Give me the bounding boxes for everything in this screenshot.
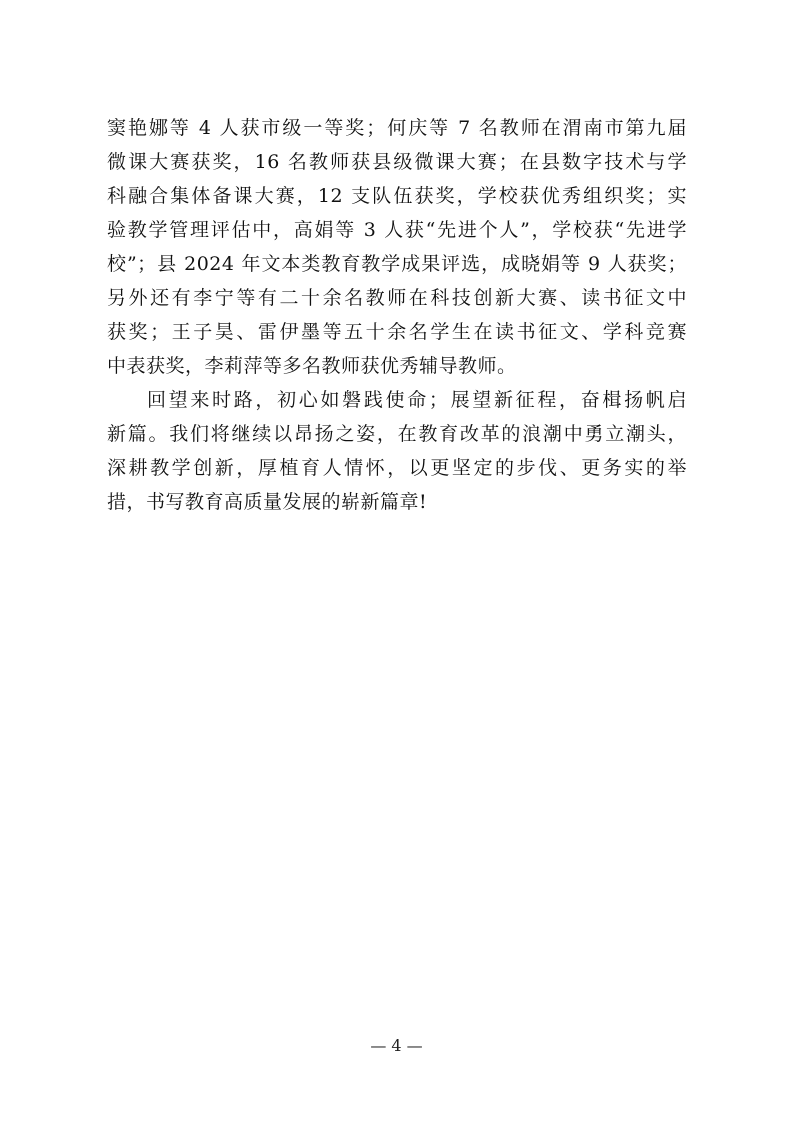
paragraph-line: 窦艳娜等 4 人获市级一等奖；何庆等 7 名教师在渭南市第九届	[107, 117, 687, 139]
page-number: — 4 —	[370, 1036, 423, 1055]
body-text	[107, 111, 687, 519]
paragraph-conclusion	[107, 383, 687, 519]
paragraph-line: 获奖；王子昊、雷伊墨等五十余名学生在读书征文、学科竞赛	[107, 321, 687, 343]
paragraph-line: 另外还有李宁等有二十余名教师在科技创新大赛、读书征文中	[107, 287, 687, 309]
paragraph-line: 措，书写教育高质量发展的崭新篇章!	[107, 491, 428, 513]
paragraph-line: 校”；县 2024 年文本类教育教学成果评选，成晓娟等 9 人获奖；	[107, 253, 687, 275]
paragraph-line: 回望来时路，初心如磐践使命；展望新征程，奋楫扬帆启	[147, 389, 687, 411]
paragraph-line: 中表获奖，李莉萍等多名教师获优秀辅导教师。	[107, 355, 517, 377]
paragraph-line: 深耕教学创新，厚植育人情怀，以更坚定的步伐、更务实的举	[107, 457, 687, 479]
paragraph-line: 新篇。我们将继续以昂扬之姿，在教育改革的浪潮中勇立潮头，	[107, 423, 687, 445]
paragraph-achievements	[107, 111, 687, 383]
paragraph-line: 微课大赛获奖，16 名教师获县级微课大赛；在县数字技术与学	[107, 151, 687, 173]
paragraph-line: 科融合集体备课大赛，12 支队伍获奖，学校获优秀组织奖；实	[107, 185, 687, 207]
paragraph-line: 验教学管理评估中，高娟等 3 人获“先进个人”，学校获“先进学	[107, 219, 687, 241]
